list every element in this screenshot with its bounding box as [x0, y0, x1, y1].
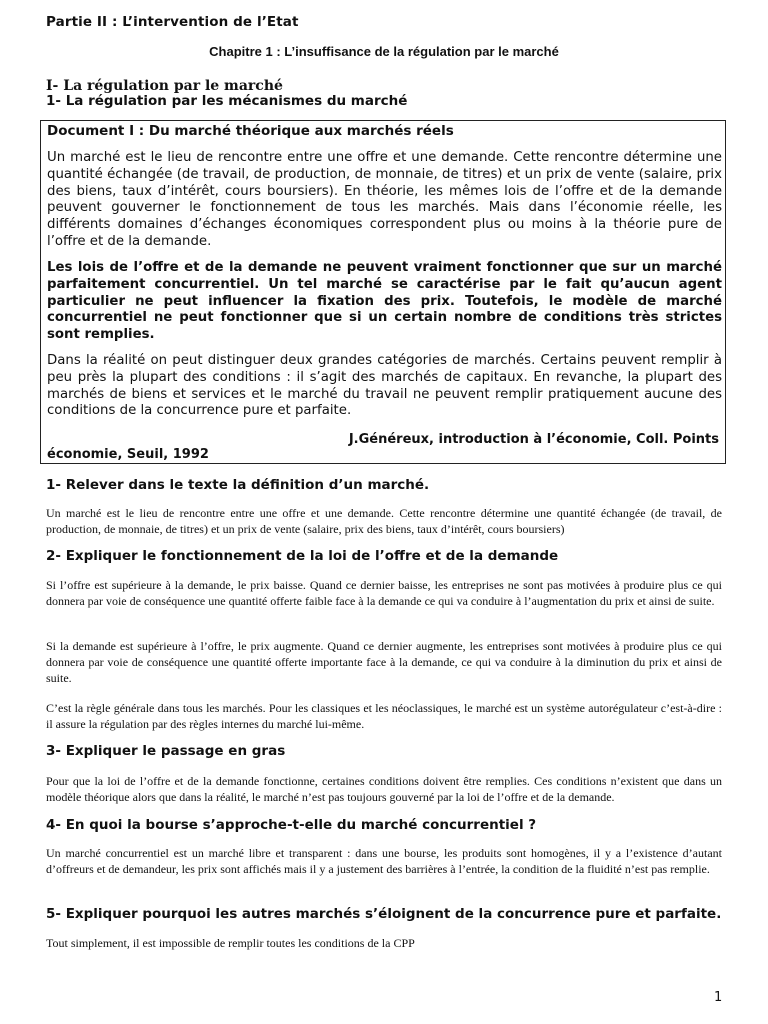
document-source-cont: économie, Seuil, 1992	[47, 447, 209, 462]
question-2: 2- Expliquer le fonctionnement de la loi de l’offre et de la demande	[46, 548, 559, 564]
subsection-heading: 1- La régulation par les mécanismes du marché	[46, 93, 408, 109]
section-heading: I- La régulation par le marché	[46, 78, 283, 94]
document-title: Document I : Du marché théorique aux marchés réels	[47, 123, 454, 139]
answer-2c: C’est la règle générale dans tous les marchés. Pour les classiques et les néoclassiques, le marché est un système autorégulateur c’est-à-dire : il assure la régulation par des règles internes du marché lui-même.	[46, 701, 722, 731]
document-paragraph-3: Dans la réalité on peut distinguer deux grandes catégories de marchés. Certains peuvent remplir à peu près la plupart des conditions : il s’agit des marchés de capitaux. En revanche, la plupart des marchés de biens et services et le marché du travail ne peuvent remplir pratiquement aucune des conditions de la concurrence pure et parfaite.	[47, 353, 722, 419]
document-paragraph-1: Un marché est le lieu de rencontre entre une offre et une demande. Cette rencontre détermine une quantité échangée (de travail, de production, de monnaie, de titres) et un prix de vente (salaire, prix des biens, taux d’intérêt, cours boursiers). En théorie, les mêmes lois de l’offre et de la demande peuvent gouverner le fonctionnement de tous les marchés. Mais dans l’économie réelle, les différents domaines d’échanges économiques correspondent plus ou moins à la théorie pure de l’offre et de la demande.	[47, 150, 722, 249]
chapter-title: Chapitre 1 : L’insuffisance de la régulation par le marché	[209, 44, 559, 59]
answer-2a: Si l’offre est supérieure à la demande, le prix baisse. Quand ce dernier baisse, les entreprises ne sont pas motivées à produire plus ce qui donnera par voie de conséquence une quantité offerte faible face à la demande ce qui va conduire à l’augmentation du prix et ainsi de suite.	[46, 578, 722, 608]
answer-5: Tout simplement, il est impossible de remplir toutes les conditions de la CPP	[46, 936, 415, 950]
question-4: 4- En quoi la bourse s’approche-t-elle du marché concurrentiel ?	[46, 817, 537, 833]
question-5: 5- Expliquer pourquoi les autres marchés s’éloignent de la concurrence pure et parfaite.	[46, 906, 722, 922]
part-heading: Partie II : L’intervention de l’Etat	[46, 14, 299, 30]
answer-3: Pour que la loi de l’offre et de la demande fonctionne, certaines conditions doivent être remplies. Ces conditions n’existent que dans un modèle théorique alors que dans la réalité, le marché n’est pas toujours gouverné par la loi de l’offre et de la demande.	[46, 774, 722, 804]
answer-2b: Si la demande est supérieure à l’offre, le prix augmente. Quand ce dernier augmente, les entreprises sont motivées à produire plus ce qui donnera par voie de conséquence une quantité offerte importante face à la demande, ce qui va conduire à la diminution du prix et ainsi de suite.	[46, 639, 722, 685]
question-3: 3- Expliquer le passage en gras	[46, 743, 286, 759]
document-box	[40, 120, 726, 464]
answer-4: Un marché concurrentiel est un marché libre et transparent : dans une bourse, les produits sont homogènes, il y a l’existence d’autant d’offreurs et de demandeur, les prix sont affichés mais il y a justement des barrières à l’entrée, la condition de la fluidité n’est pas remplie.	[46, 846, 722, 876]
page-number: 1	[714, 990, 723, 1005]
answer-1: Un marché est le lieu de rencontre entre une offre et une demande. Cette rencontre détermine une quantité échangée (de travail, de production, de monnaie, de titres) et un prix de vente (salaire, prix des biens, taux d’intérêt, cours boursiers)	[46, 506, 722, 536]
question-1: 1- Relever dans le texte la définition d’un marché.	[46, 477, 430, 493]
document-source: J.Généreux, introduction à l’économie, Coll. Points	[348, 432, 719, 447]
document-paragraph-2-bold: Les lois de l’offre et de la demande ne peuvent vraiment fonctionner que sur un marché parfaitement concurrentiel. Un tel marché se caractérise par le fait qu’aucun agent particulier ne peut influencer la fixation des prix. Toutefois, le modèle de marché concurrentiel ne peut fonctionner que si un certain nombre de conditions très strictes sont remplies.	[47, 260, 722, 343]
